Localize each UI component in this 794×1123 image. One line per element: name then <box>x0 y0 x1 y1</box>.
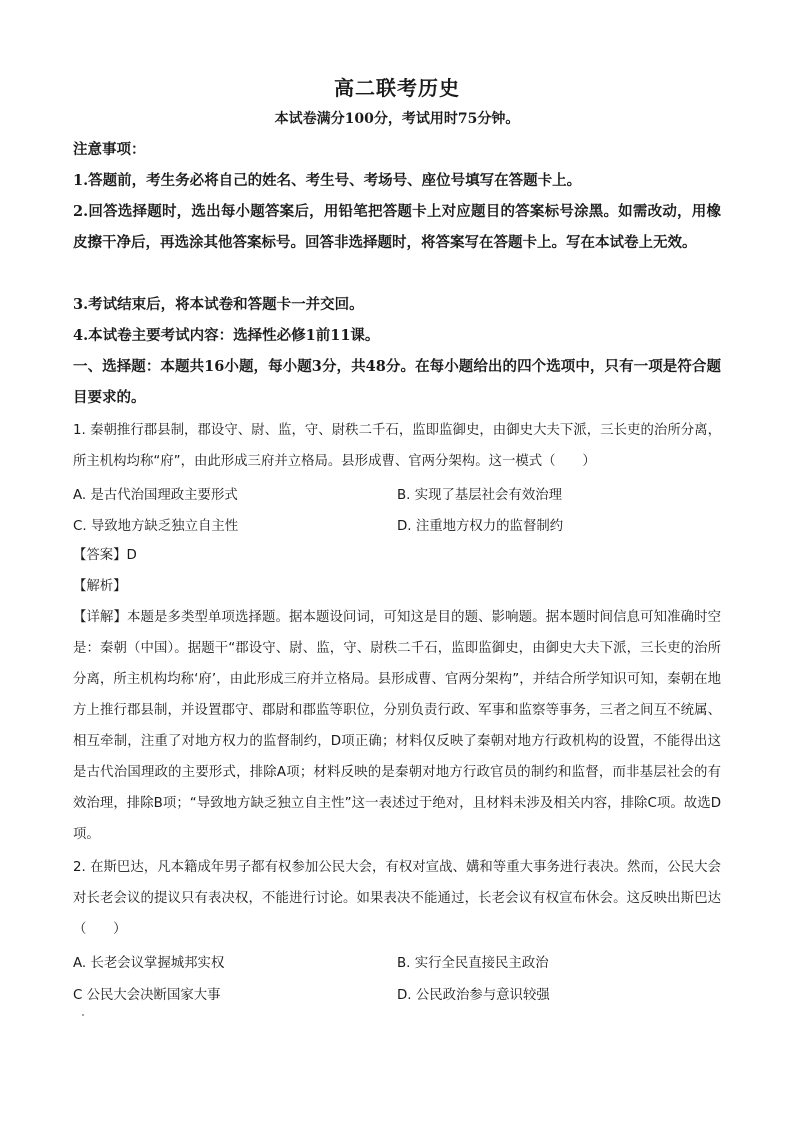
option-a: A. 长老会议掌握城邦实权 <box>73 956 225 971</box>
question-stem: 2. 在斯巴达，凡本籍成年男子都有权参加公民大会，有权对宣战、媾和等重大事务进行表决。然而，公民大会对长老会议的提议只有表决权，不能进行讨论。如果表决不能通过，长老会议有权宣布休会。这反映出斯巴达（ ） <box>73 860 721 937</box>
option-c: C. 导致地方缺乏独立自主性 <box>73 519 239 534</box>
option-d: D. 注重地方权力的监督制约 <box>397 519 564 534</box>
analysis-label: 【解析】 <box>73 579 127 594</box>
option-b: B. 实现了基层社会有效治理 <box>397 488 562 503</box>
question-stem: 1. 秦朝推行郡县制，郡设守、尉、监，守、尉秩二千石，监即监御史，由御史大夫下派，三长吏的治所分离，所主机构均称“府”，由此形成三府并立格局。县形成曹、官两分架构。这一模式（ ） <box>73 423 721 469</box>
option-a: A. 是古代治国理政主要形式 <box>73 488 238 503</box>
option-c: C 公民大会决断国家大事 <box>73 988 221 1003</box>
analysis-detail: 【详解】本题是多类型单项选择题。据本题设问词，可知这是目的题、影响题。据本题时间信息可知准确时空是：秦朝（中国）。据题干“郡设守、尉、监，守、尉秩二千石，监即监御史，由御史大夫下派，三长吏的治所分离，所主机构均称‘府’，由此形成三府并立格局。县形成曹、官两分架构”，并结合所学知识可知，秦朝在地方上推行郡县制，并设置郡守、郡尉和郡监等职位，分别负责行政、军事和监察等事务，三者之间互不统属、相互牵制，注重了对地方权力的监督制约，D项正确；材料仅反映了秦朝对地方行政机构的设置，不能得出这是古代治国理政的主要形式，排除A项；材料反映的是秦朝对地方行政官员的制约和监督，而非基层社会的有效治理，排除B项；“导致地方缺乏独立自主性”这一表述过于绝对，且材料未涉及相关内容，排除C项。故选D项。 <box>73 610 721 842</box>
note-item: 3.考试结束后，将本试卷和答题卡一并交回。 <box>73 296 364 313</box>
note-item: 4.本试卷主要考试内容：选择性必修1前11课。 <box>73 327 380 344</box>
option-d: D. 公民政治参与意识较强 <box>397 988 550 1003</box>
page-mark <box>82 1014 84 1016</box>
note-item: 2.回答选择题时，选出每小题答案后，用铅笔把答题卡上对应题目的答案标号涂黑。如需改动，用橡皮擦干净后，再选涂其他答案标号。回答非选择题时，将答案写在答题卡上。写在本试卷上无效。 <box>73 203 721 251</box>
option-b: B. 实行全民直接民主政治 <box>397 956 549 971</box>
section-heading: 一、选择题：本题共16小题，每小题3分，共48分。在每小题给出的四个选项中，只有一项是符合题目要求的。 <box>73 358 721 406</box>
note-item: 1.答题前，考生务必将自己的姓名、考生号、考场号、座位号填写在答题卡上。 <box>73 172 582 189</box>
answer-label: 【答案】D <box>73 548 137 563</box>
exam-info: 本试卷满分100分，考试用时75分钟。 <box>274 111 520 127</box>
notes-heading: 注意事项： <box>73 141 146 158</box>
page-title: 高二联考历史 <box>334 76 460 100</box>
